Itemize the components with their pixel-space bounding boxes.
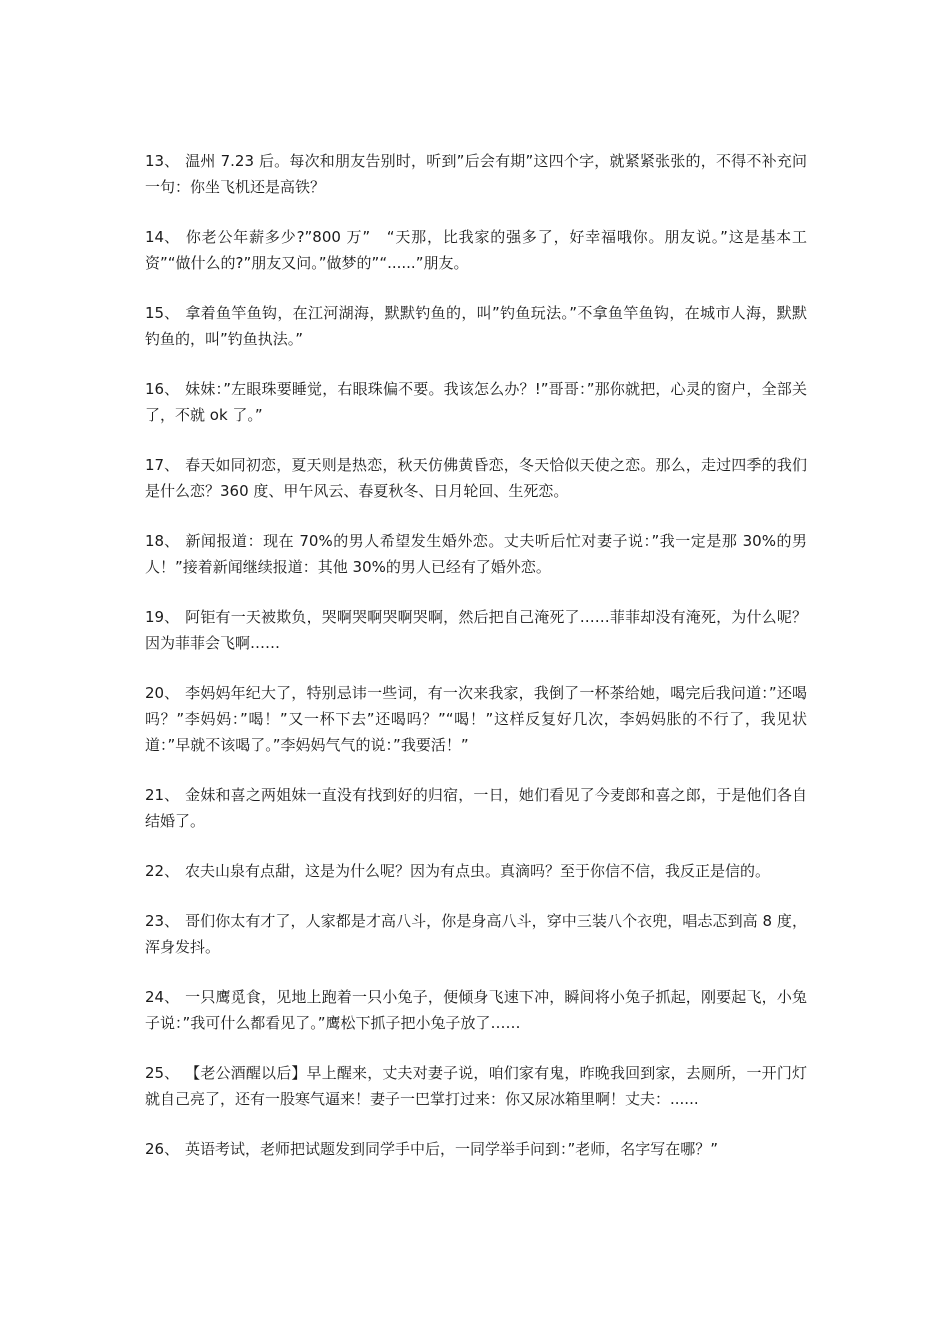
item-text: 英语考试，老师把试题发到同学手中后，一同学举手问到：”老师，名字写在哪？” [185,1140,719,1158]
item-number: 25、 [145,1064,180,1082]
item-text: 春天如同初恋，夏天则是热恋，秋天仿佛黄昏恋，冬天恰似天使之恋。那么，走过四季的我们是什么恋？360 度、甲午风云、春夏秋冬、日月轮回、生死恋。 [145,456,807,500]
joke-list [145,148,807,1186]
item-number: 23、 [145,912,180,930]
item-number: 18、 [145,532,180,550]
item-text: 拿着鱼竿鱼钩，在江河湖海，默默钓鱼的，叫”钓鱼玩法。”不拿鱼竿鱼钩，在城市人海，默默钓鱼的，叫”钓鱼执法。” [145,304,807,348]
list-item [145,376,807,428]
item-text: 李妈妈年纪大了，特别忌讳一些词，有一次来我家，我倒了一杯茶给她，喝完后我问道：”还喝吗？”李妈妈：”喝！”又一杯下去”还喝吗？”“喝！”这样反复好几次，李妈妈胀的不行了，我见状道：”早就不该喝了。”李妈妈气气的说：”我要活！” [145,684,807,754]
item-number: 22、 [145,862,180,880]
item-text: 你老公年薪多少?”800 万” “天那，比我家的强多了，好幸福哦你。朋友说。”这是基本工资”“做什么的?”朋友又问。”做梦的”“......”朋友。 [145,228,807,272]
list-item [145,908,807,960]
list-item [145,300,807,352]
list-item [145,604,807,656]
item-number: 15、 [145,304,180,322]
list-item [145,224,807,276]
item-text: 阿钜有一天被欺负，哭啊哭啊哭啊哭啊，然后把自己淹死了……菲菲却没有淹死，为什么呢？因为菲菲会飞啊…… [145,608,807,652]
list-item [145,1060,807,1112]
list-item [145,680,807,758]
list-item [145,148,807,200]
item-number: 14、 [145,228,180,246]
item-number: 21、 [145,786,180,804]
item-text: 农夫山泉有点甜，这是为什么呢？因为有点虫。真滴吗？至于你信不信，我反正是信的。 [185,862,771,880]
list-item [145,528,807,580]
list-item [145,782,807,834]
item-text: 一只鹰觅食，见地上跑着一只小兔子，便倾身飞速下冲，瞬间将小兔子抓起，刚要起飞，小兔子说：”我可什么都看见了。”鹰松下抓子把小兔子放了…… [145,988,807,1032]
item-number: 20、 [145,684,180,702]
item-text: 温州 7.23 后。每次和朋友告别时，听到”后会有期”这四个字，就紧紧张张的，不得不补充问一句：你坐飞机还是高铁？ [145,152,807,196]
list-item [145,452,807,504]
item-number: 17、 [145,456,180,474]
item-text: 金妹和喜之两姐妹一直没有找到好的归宿，一日，她们看见了今麦郎和喜之郎，于是他们各自结婚了。 [145,786,807,830]
item-number: 24、 [145,988,180,1006]
item-text: 新闻报道：现在 70%的男人希望发生婚外恋。丈夫听后忙对妻子说：”我一定是那 30%的男人！”接着新闻继续报道：其他 30%的男人已经有了婚外恋。 [145,532,807,576]
item-number: 13、 [145,152,180,170]
list-item [145,858,807,884]
item-number: 16、 [145,380,180,398]
list-item [145,1136,807,1162]
item-number: 19、 [145,608,180,626]
item-text: 哥们你太有才了，人家都是才高八斗，你是身高八斗，穿中三装八个衣兜，唱忐忑到高 8 度，浑身发抖。 [145,912,807,956]
item-text: 【老公酒醒以后】早上醒来，丈夫对妻子说，咱们家有鬼，昨晚我回到家，去厕所，一开门灯就自己亮了，还有一股寒气逼来！妻子一巴掌打过来：你又尿冰箱里啊！丈夫：...... [145,1064,807,1108]
list-item [145,984,807,1036]
item-number: 26、 [145,1140,180,1158]
item-text: 妹妹：”左眼珠要睡觉，右眼珠偏不要。我该怎么办？!”哥哥：”那你就把，心灵的窗户，全部关了，不就 ok 了。” [145,380,807,424]
